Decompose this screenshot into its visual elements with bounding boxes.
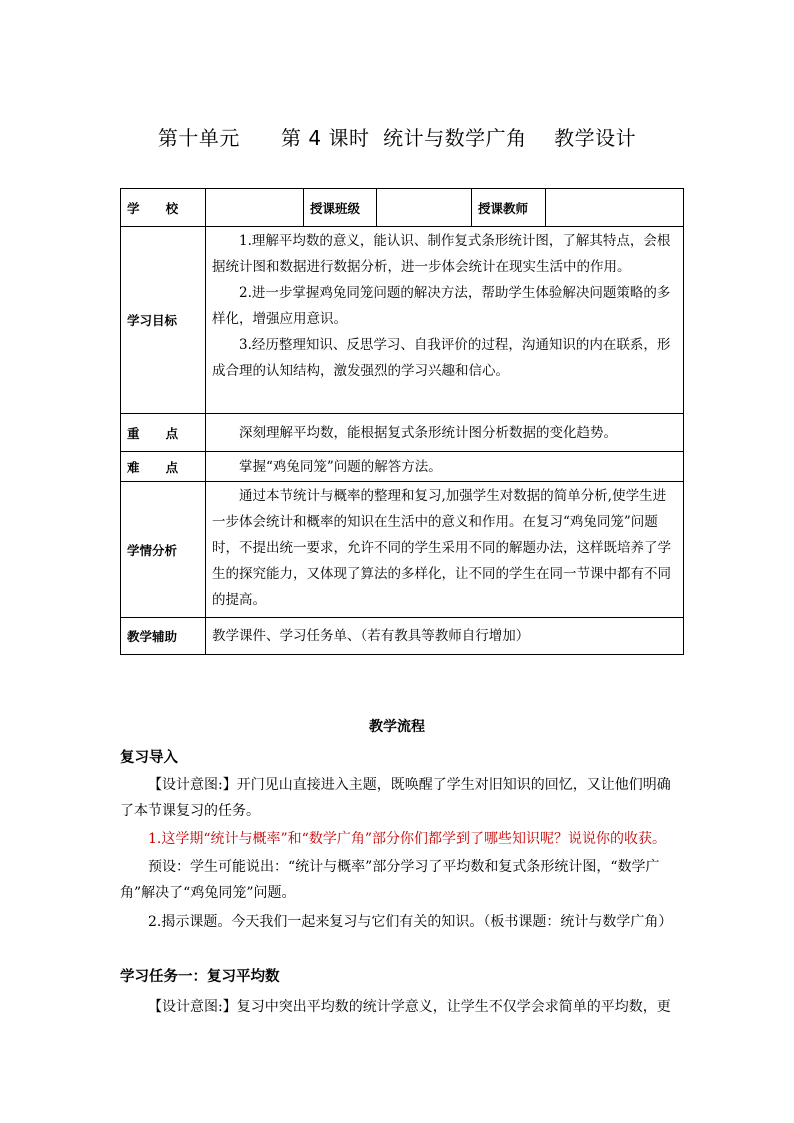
question-2: 2.揭示课题。今天我们一起来复习与它们有关的知识。（板书课题：统计与数学广角） [148,914,673,930]
goals-cell [206,227,684,414]
aids-cell [206,618,684,655]
difficulty-label: 难 点 [127,459,179,475]
difficulty-cell [206,452,684,482]
page-title: 第十单元 第 4 课时 统计与数学广角 教学设计 [157,126,637,150]
goals-label: 学习目标 [127,313,178,328]
goal-2: 2.进一步掌握鸡兔同笼问题的解决方法，帮助学生体验解决问题策略的多样化，增强应用意识。 [212,285,671,327]
question-1: 1.这学期“统计与概率”和“数学广角”部分你们都学到了哪些知识呢？说说你的收获。 [148,831,666,847]
class-label: 授课班级 [310,200,361,216]
class-label-cell [304,189,377,227]
row-aids [121,618,684,655]
goals-label-cell [121,227,206,414]
teacher-label: 授课教师 [478,200,529,216]
class-value-cell [377,189,472,227]
teacher-value-cell [546,189,684,227]
design-intent-1: 【设计意图:】开门见山直接进入主题，既唤醒了学生对旧知识的回忆，又让他们明确了本节课复习的任务。 [120,777,671,819]
goal-3: 3.经历整理知识、反思学习、自我评价的过程，沟通知识的内在联系，形成合理的认知结构，激发强烈的学习兴趣和信心。 [212,337,671,379]
aids-label-cell [121,618,206,655]
design-intent-2: 【设计意图:】复习中突出平均数的统计学意义，让学生不仅学会求简单的平均数，更 [148,999,671,1015]
row-school [121,189,684,227]
aids-text: 教学课件、学习任务单、（若有教具等教师自行增加） [212,628,530,644]
analysis-label: 学情分析 [127,542,178,558]
preset-answer: 预设：学生可能说出：“统计与概率”部分学习了平均数和复式条形统计图，“数学广角”解决了“鸡兔同笼”问题。 [120,859,660,901]
row-goals [121,227,684,414]
key-cell [206,414,684,452]
analysis-text: 通过本节统计与概率的整理和复习,加强学生对数据的简单分析,使学生进一步体会统计和概率的知识在生活中的意义和作用。在复习“鸡兔同笼”问题时，不提出统一要求，允许不同的学生采用不同的解题办法，这样既培养了学生的探究能力，又体现了算法的多样化，让不同的学生在同一节课中都有不同的提高。 [212,488,671,608]
goal-1: 1.理解平均数的意义，能认识、制作复式条形统计图，了解其特点，会根据统计图和数据进行数据分析，进一步体会统计在现实生活中的作用。 [212,233,671,275]
aids-label: 教学辅助 [127,629,178,644]
row-key [121,414,684,452]
analysis-label-cell [121,482,206,618]
difficulty-text: 掌握“鸡兔同笼”问题的解答方法。 [239,458,442,475]
teacher-label-cell [472,189,546,227]
row-difficulty [121,452,684,482]
key-text: 深刻理解平均数，能根据复式条形统计图分析数据的变化趋势。 [239,424,617,441]
school-label: 学 校 [127,200,179,216]
difficulty-label-cell [121,452,206,482]
analysis-cell [206,482,684,618]
school-value-cell [206,189,304,227]
section-review-intro: 复习导入 [120,750,178,766]
key-label-cell [121,414,206,452]
lesson-info-table [120,188,684,655]
section-task-one: 学习任务一：复习平均数 [120,969,280,985]
row-analysis [121,482,684,618]
flow-title: 教学流程 [369,719,425,735]
school-label-cell [121,189,206,227]
key-label: 重 点 [127,425,179,441]
